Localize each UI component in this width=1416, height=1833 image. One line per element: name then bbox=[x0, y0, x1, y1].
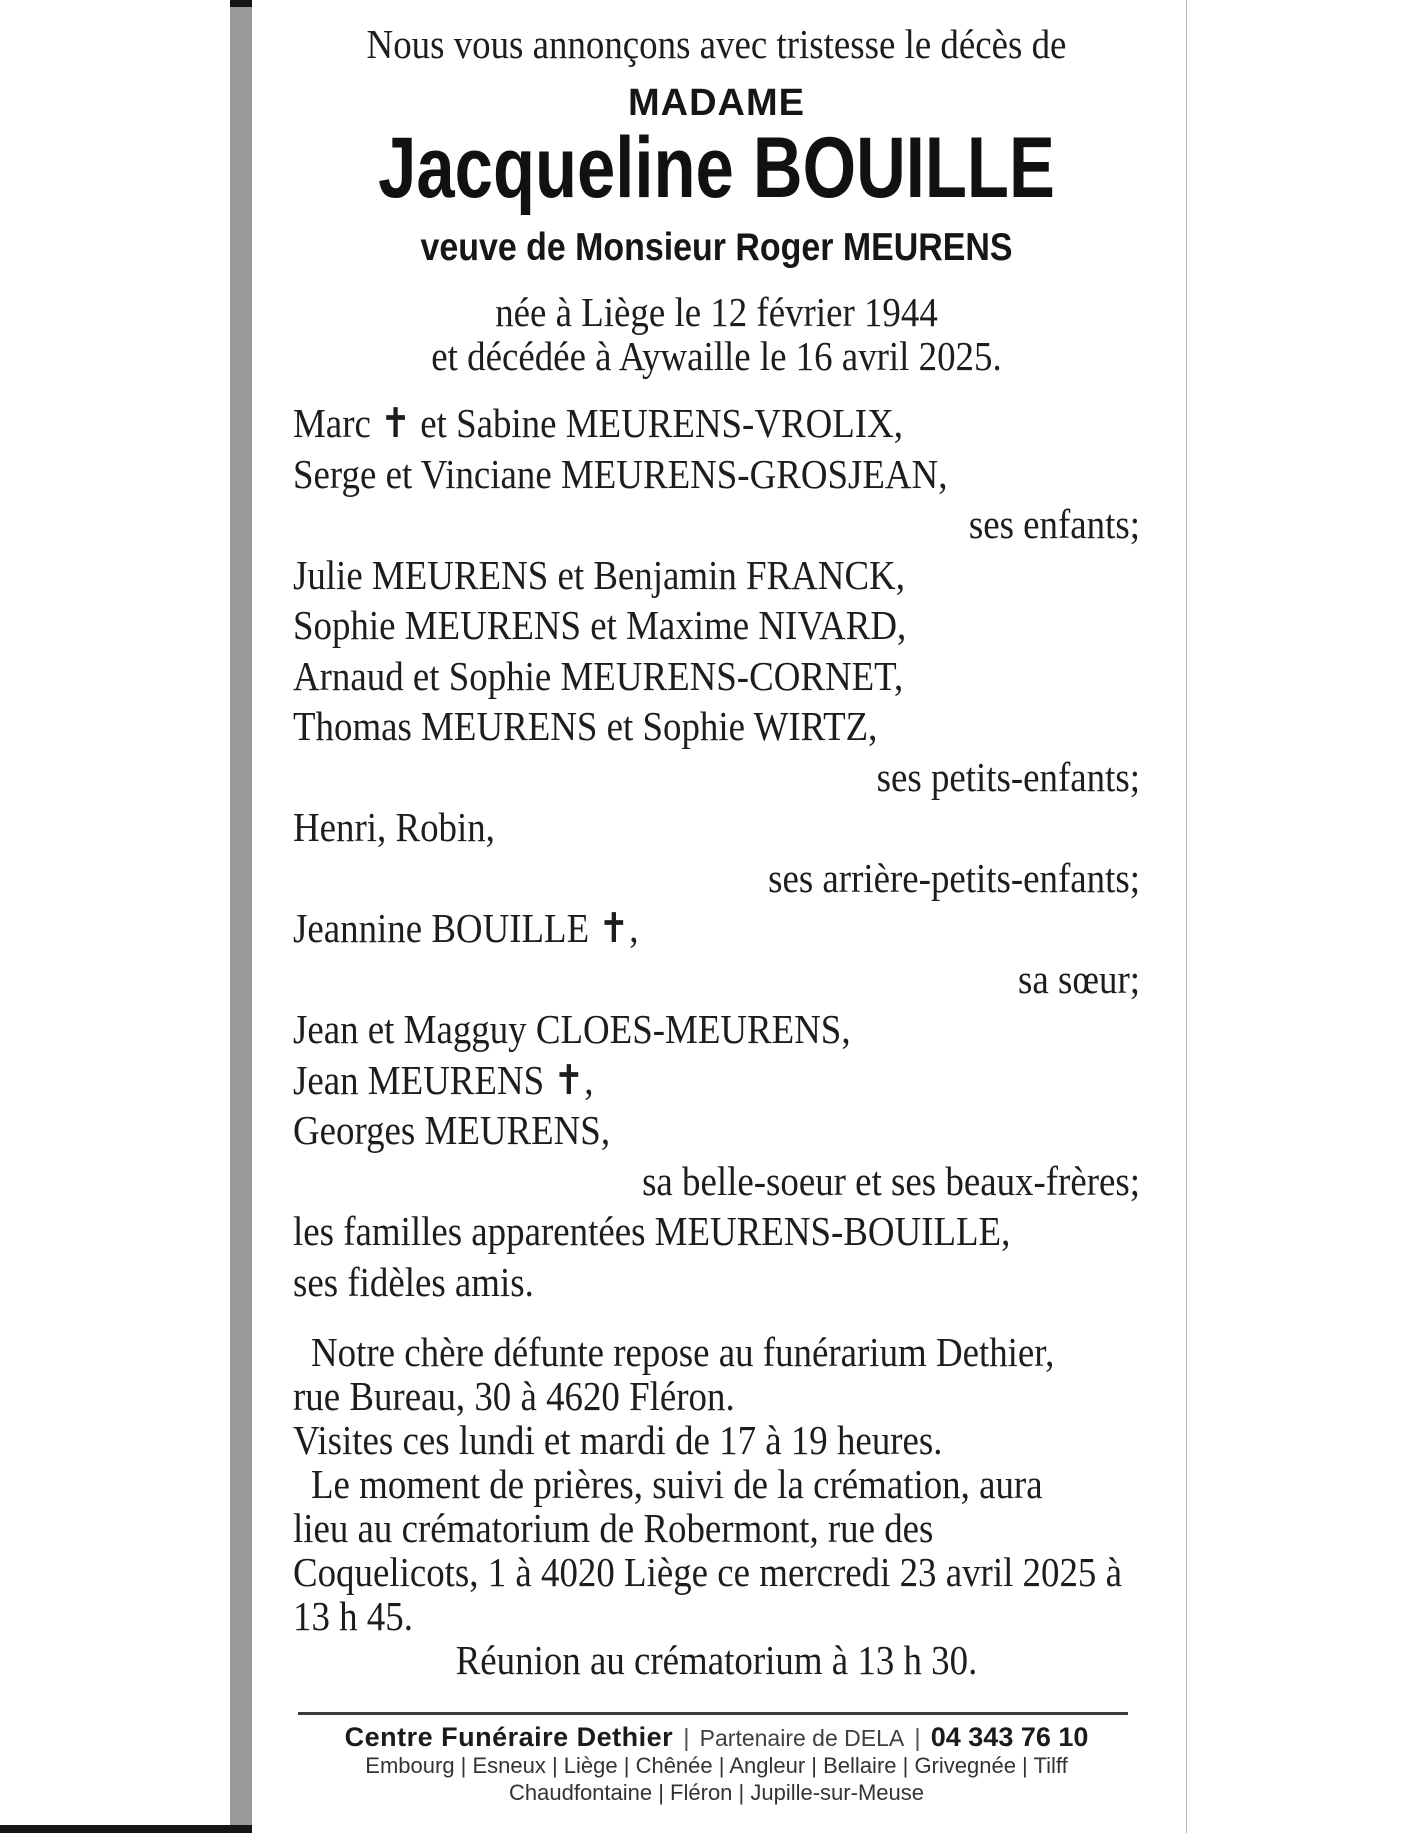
family-line: Julie MEURENS et Benjamin FRANCK, bbox=[293, 551, 905, 598]
phone-number: 04 343 76 10 bbox=[930, 1722, 1089, 1752]
family-line: ses petits-enfants; bbox=[876, 753, 1140, 800]
family-line: Henri, Robin, bbox=[293, 804, 495, 850]
obituary-page bbox=[252, 0, 1186, 1833]
funeral-home-line bbox=[293, 1722, 1140, 1753]
announcement-text: Nous vous annonçons avec tristesse le décès de bbox=[366, 21, 1067, 67]
scan-left-edge-strip bbox=[230, 0, 252, 1833]
locations-line-2: Chaudfontaine | Fléron | Jupille-sur-Meuse bbox=[509, 1780, 924, 1805]
family-line: Jean et Magguy CLOES-MEURENS, bbox=[293, 1006, 851, 1052]
detail-line: rue Bureau, 30 à 4620 Fléron. bbox=[293, 1373, 735, 1419]
family-line: les familles apparentées MEURENS-BOUILLE, bbox=[293, 1208, 1011, 1254]
relation-line: veuve de Monsieur Roger MEURENS bbox=[420, 226, 1013, 269]
footer-separator: | bbox=[683, 1724, 690, 1752]
family-line: ses enfants; bbox=[968, 501, 1140, 547]
birth-line: née à Liège le 12 février 1944 bbox=[495, 289, 938, 335]
detail-line: Le moment de prières, suivi de la crémation, aura bbox=[311, 1461, 1043, 1507]
locations-line-1: Embourg | Esneux | Liège | Chênée | Angleur | Bellaire | Grivegnée | Tilff bbox=[365, 1753, 1068, 1778]
detail-line: 13 h 45. bbox=[293, 1593, 413, 1639]
family-line: Thomas MEURENS et Sophie WIRTZ, bbox=[293, 703, 878, 749]
family-line: ses fidèles amis. bbox=[293, 1258, 534, 1305]
detail-line: lieu au crématorium de Robermont, rue des bbox=[293, 1505, 934, 1551]
family-line: Jean MEURENS ✝, bbox=[293, 1056, 594, 1103]
partner-text: Partenaire de DELA bbox=[699, 1725, 905, 1751]
family-line: Arnaud et Sophie MEURENS-CORNET, bbox=[293, 652, 904, 699]
family-line: Sophie MEURENS et Maxime NIVARD, bbox=[293, 602, 907, 648]
family-line: sa belle-soeur et ses beaux-frères; bbox=[642, 1157, 1140, 1204]
footer-divider bbox=[298, 1712, 1128, 1715]
family-line: sa sœur; bbox=[1018, 955, 1140, 1002]
deceased-name: Jacqueline BOUILLE bbox=[378, 120, 1055, 216]
detail-line: Visites ces lundi et mardi de 17 à 19 heures. bbox=[293, 1417, 943, 1463]
funeral-home-name: Centre Funéraire Dethier bbox=[344, 1722, 674, 1752]
family-line: ses arrière-petits-enfants; bbox=[768, 854, 1140, 901]
ceremony-details bbox=[293, 1330, 1140, 1682]
detail-line: Notre chère défunte repose au funérarium Dethier, bbox=[311, 1329, 1055, 1375]
family-line: Serge et Vinciane MEURENS-GROSJEAN, bbox=[293, 450, 948, 497]
detail-line: Réunion au crématorium à 13 h 30. bbox=[455, 1637, 978, 1683]
detail-line: Coquelicots, 1 à 4020 Liège ce mercredi 23 avril 2025 à bbox=[293, 1549, 1122, 1595]
family-line: Georges MEURENS, bbox=[293, 1107, 611, 1153]
family-list bbox=[293, 398, 1140, 1307]
title-prefix: MADAME bbox=[628, 82, 805, 124]
family-line: Jeannine BOUILLE ✝, bbox=[293, 905, 639, 951]
footer-separator: | bbox=[914, 1724, 921, 1752]
death-line: et décédée à Aywaille le 16 avril 2025. bbox=[431, 333, 1002, 379]
family-line: Marc ✝ et Sabine MEURENS-VROLIX, bbox=[293, 400, 903, 446]
